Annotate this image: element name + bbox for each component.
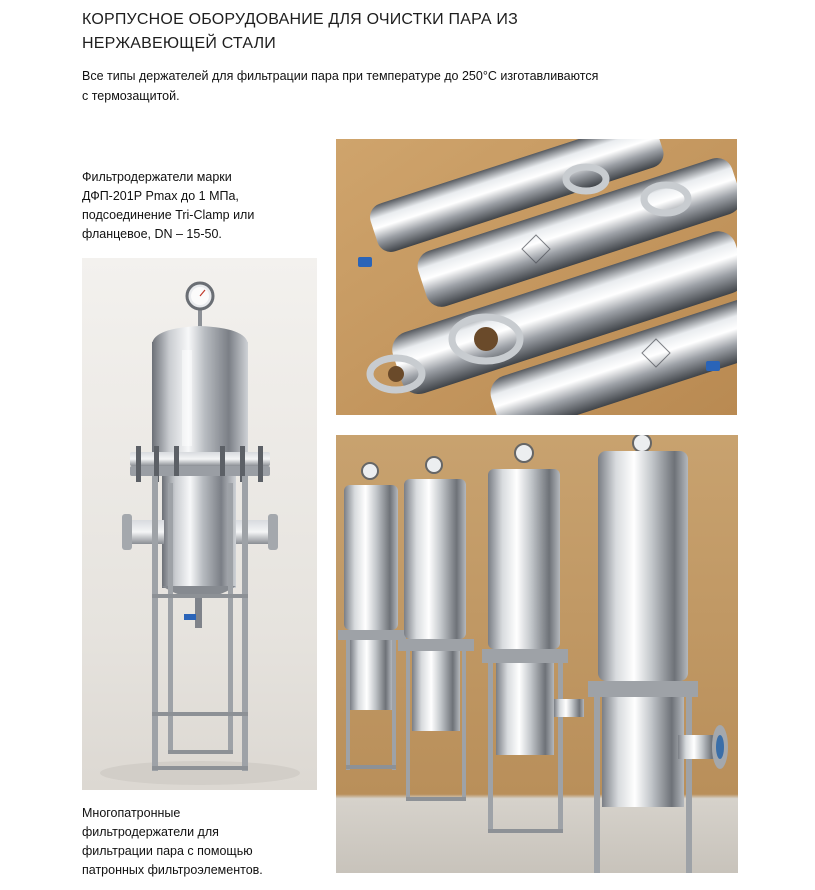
- caption-line: Многопатронные: [82, 806, 181, 820]
- caption-line: патронных фильтроэлементов.: [82, 863, 263, 877]
- caption-line: Фильтродержатели марки: [82, 170, 232, 184]
- photo-single-filter-housing: [82, 258, 317, 790]
- caption-line: подсоединение Tri-Clamp или: [82, 208, 255, 222]
- intro-line-2: с термозащитой.: [82, 89, 180, 103]
- multi-cartridge-illustration: [336, 435, 738, 873]
- caption-line: ДФП-201Р Pmax до 1 МПа,: [82, 189, 239, 203]
- page-title: [82, 8, 642, 56]
- caption-multi-cartridge: [82, 804, 312, 880]
- filter-holders-pile-illustration: [336, 139, 737, 415]
- caption-single-filter: [82, 168, 312, 244]
- caption-line: фланцевое, DN – 15-50.: [82, 227, 222, 241]
- intro-line-1: Все типы держателей для фильтрации пара при температуре до 250°С изготавливаются: [82, 69, 599, 83]
- single-filter-illustration: [82, 258, 317, 790]
- page-title-line-2: НЕРЖАВЕЮЩЕЙ СТАЛИ: [82, 35, 276, 52]
- photo-multi-cartridge-housings: [336, 435, 738, 873]
- caption-line: фильтродержатели для: [82, 825, 219, 839]
- page-title-line-1: КОРПУСНОЕ ОБОРУДОВАНИЕ ДЛЯ ОЧИСТКИ ПАРА ИЗ: [82, 11, 518, 28]
- intro-paragraph: [82, 66, 662, 106]
- photo-tri-clamp-filter-holders: [336, 139, 737, 415]
- caption-line: фильтрации пара с помощью: [82, 844, 253, 858]
